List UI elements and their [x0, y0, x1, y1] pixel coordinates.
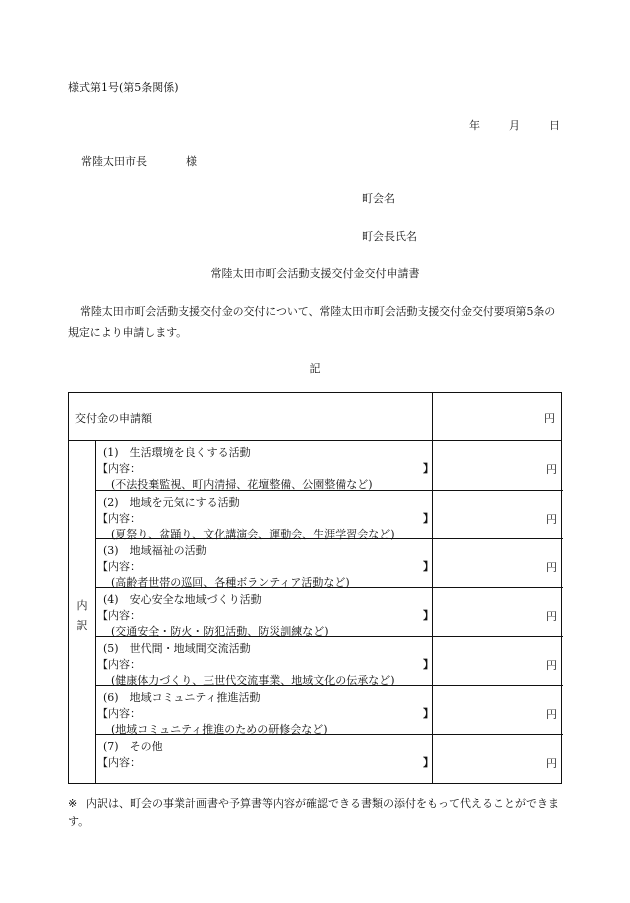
total-yen: 円: [544, 412, 555, 425]
addressee-honorific: 様: [186, 155, 197, 168]
item-content-bracket-end: 】: [423, 609, 434, 622]
breakdown-item: [95, 539, 563, 588]
item-content-label: 【内容：: [97, 512, 141, 525]
total-row: [69, 393, 561, 441]
footnote-text: 内訳は、町会の事業計画書や予算書等内容が確認できる書類の添付をもって代えることができます。: [68, 797, 559, 828]
total-label: 交付金の申請額: [75, 412, 152, 425]
item-heading: (4) 安心安全な地域づくり活動: [103, 593, 262, 606]
item-heading: (3) 地域福祉の活動: [103, 544, 207, 557]
item-examples: (地域コミュニティ推進のための研修会など): [111, 723, 328, 736]
footnote-mark: ※: [68, 797, 78, 810]
item-yen: 円: [546, 463, 557, 476]
item-yen: 円: [546, 708, 557, 721]
item-examples: (不法投棄監視、町内清掃、花壇整備、公園整備など): [111, 478, 373, 491]
date-day: 日: [549, 119, 560, 132]
item-content-label: 【内容：: [97, 462, 141, 475]
breakdown-item: [95, 588, 563, 637]
item-content-bracket-end: 】: [423, 512, 434, 525]
item-yen: 円: [546, 659, 557, 672]
form-number: 様式第1号(第5条関係): [68, 81, 179, 94]
breakdown-item: [95, 735, 563, 783]
item-content-label: 【内容：: [97, 609, 141, 622]
date-year: 年: [469, 119, 480, 132]
item-examples: (高齢者世帯の巡回、各種ボランティア活動など): [111, 576, 350, 589]
addressee-name: 常陸太田市長: [81, 155, 147, 168]
breakdown-item: [95, 491, 563, 539]
item-heading: (5) 世代間・地域間交流活動: [103, 642, 251, 655]
item-heading: (7) その他: [103, 740, 163, 753]
document-title: 常陸太田市町会活動支援交付金交付申請書: [210, 267, 420, 280]
item-examples: (健康体力づくり、三世代交流事業、地域文化の伝承など): [111, 674, 395, 687]
item-content-bracket-end: 】: [423, 462, 434, 475]
item-content-bracket-end: 】: [423, 560, 434, 573]
breakdown-item: [95, 686, 563, 735]
item-examples: (夏祭り、盆踊り、文化講演会、運動会、生涯学習会など): [111, 528, 395, 541]
item-content-label: 【内容：: [97, 756, 141, 769]
chief-name-label: 町会長氏名: [362, 230, 417, 243]
breakdown-column: [69, 441, 96, 783]
town-name-label: 町会名: [362, 192, 395, 205]
footnote: [68, 795, 568, 831]
ki-heading: 記: [309, 362, 321, 375]
item-yen: 円: [546, 757, 557, 770]
breakdown-item: [95, 441, 563, 491]
breakdown-label: 内訳: [76, 599, 88, 632]
addressee: [81, 153, 197, 169]
breakdown-item: [95, 637, 563, 686]
item-content-label: 【内容：: [97, 560, 141, 573]
item-yen: 円: [546, 561, 557, 574]
item-content-bracket-end: 】: [423, 756, 434, 769]
date-month: 月: [509, 119, 520, 132]
item-yen: 円: [546, 610, 557, 623]
item-heading: (1) 生活環境を良くする活動: [103, 446, 251, 459]
body-text: 常陸太田市町会活動支援交付金の交付について、常陸太田市町会活動支援交付金交付要項第5条の規定により申請します。: [68, 305, 556, 339]
item-content-label: 【内容：: [97, 707, 141, 720]
date-line: [469, 117, 560, 133]
application-table: [68, 392, 562, 784]
item-content-label: 【内容：: [97, 658, 141, 671]
item-heading: (2) 地域を元気にする活動: [103, 496, 240, 509]
item-content-bracket-end: 】: [423, 658, 434, 671]
item-heading: (6) 地域コミュニティ推進活動: [103, 691, 261, 704]
item-yen: 円: [546, 513, 557, 526]
item-examples: (交通安全・防火・防犯活動、防災訓練など): [111, 625, 329, 638]
item-content-bracket-end: 】: [423, 707, 434, 720]
